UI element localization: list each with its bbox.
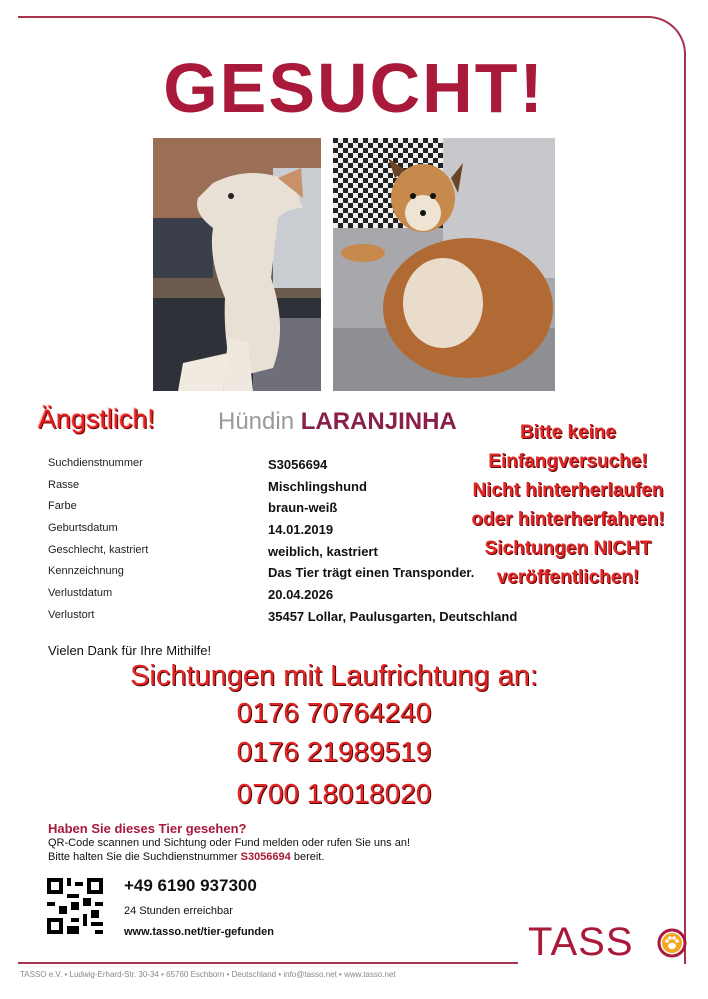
warning-line: oder hinterherfahren! xyxy=(471,509,665,530)
detail-value: Das Tier trägt einen Transponder. xyxy=(268,565,475,580)
detail-label: Farbe xyxy=(48,500,77,512)
detail-label: Verlustdatum xyxy=(48,587,113,599)
detail-value: weiblich, kastriert xyxy=(268,544,378,559)
detail-value: 14.01.2019 xyxy=(268,522,334,537)
detail-value: 35457 Lollar, Paulusgarten, Deutschland xyxy=(268,609,518,624)
detail-value: Mischlingshund xyxy=(268,479,367,494)
anxious-label: Ängstlich! xyxy=(38,404,156,434)
website-link[interactable]: www.tasso.net/tier-gefunden xyxy=(124,926,274,938)
detail-value: braun-weiß xyxy=(268,500,338,515)
seen-reference-number: S3056694 xyxy=(240,851,291,863)
callout-phone[interactable]: 0176 70764240 xyxy=(236,697,432,728)
dog-photo-right xyxy=(333,138,555,391)
seen-title: Haben Sie dieses Tier gesehen? xyxy=(48,821,247,836)
detail-label: Kennzeichnung xyxy=(48,565,124,577)
warning-line: Sichtungen NICHT xyxy=(484,538,652,559)
warning-line: Nicht hinterherlaufen xyxy=(472,480,664,501)
callout-phone[interactable]: 0176 21989519 xyxy=(236,736,432,767)
paw-icon xyxy=(656,927,688,959)
tasso-logo: TASS xyxy=(528,920,634,964)
dog-photo-left xyxy=(153,138,321,391)
footer-address: TASSO e.V. • Ludwig-Erhard-Str. 30-34 • 65760 Eschborn • Deutschland • info@tasso.net • www.tasso.net xyxy=(20,970,396,979)
seen-instructions: QR-Code scannen und Sichtung oder Fund melden oder rufen Sie uns an! xyxy=(48,837,411,849)
detail-label: Geburtsdatum xyxy=(48,522,118,534)
hotline-phone[interactable]: +49 6190 937300 xyxy=(124,876,257,895)
detail-label: Verlustort xyxy=(48,609,95,621)
seen-reference-post: bereit. xyxy=(290,851,325,863)
warning-line: veröffentlichen! xyxy=(496,567,640,588)
detail-value: 20.04.2026 xyxy=(268,587,334,602)
callout-phone[interactable]: 0700 18018020 xyxy=(236,778,432,809)
animal-name: LARANJINHA xyxy=(300,408,457,435)
detail-label: Suchdienstnummer xyxy=(48,457,143,469)
detail-label: Rasse xyxy=(48,479,80,491)
seen-reference-pre: Bitte halten Sie die Suchdienstnummer xyxy=(48,851,241,863)
warning-line: Einfangversuche! xyxy=(488,451,648,472)
qr-code[interactable] xyxy=(47,878,103,934)
detail-value: S3056694 xyxy=(268,457,328,472)
poster-frame-bottom xyxy=(18,962,518,964)
animal-kind: Hündin xyxy=(218,408,295,435)
warning-text xyxy=(448,418,688,592)
hotline-hours: 24 Stunden erreichbar xyxy=(124,905,233,917)
seen-reference-line xyxy=(48,851,324,863)
thanks-text: Vielen Dank für Ihre Mithilfe! xyxy=(48,643,212,658)
animal-line xyxy=(218,408,457,436)
warning-line: Bitte keine xyxy=(519,422,617,443)
poster-title: GESUCHT! xyxy=(163,49,545,127)
detail-label: Geschlecht, kastriert xyxy=(48,544,149,556)
callout-heading: Sichtungen mit Laufrichtung an: xyxy=(130,660,538,692)
